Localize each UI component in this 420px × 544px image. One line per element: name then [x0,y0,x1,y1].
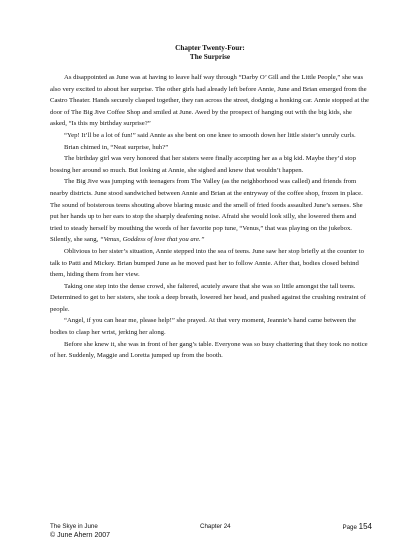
chapter-heading [0,44,420,62]
footer-copyright: © June Ahern 2007 [50,532,111,539]
paragraph: “Yep! It’ll be a lot of fun!” said Annie as she bent on one knee to smooth down her little sister’s unruly curls. [64,131,356,139]
song-quote: “Venus, Goddess of love that you are.” [99,236,205,244]
footer-chapter: Chapter 24 [200,523,231,530]
footer-book-title: The Skye in June [50,523,98,530]
paragraph-text: The Big Jive was jumping with teenagers from The Valley (as the neighborhood was called) and friends from nearby districts. June stood sandwiched between Annie and Brian at the entryway of the coffee shop, frozen in place. The sound of boisterous teens shouting above blaring music and the smell of fried foods assaulted June’s senses. She put her hands up to her ears to stop the sharply deafening noise. Afraid she would look silly, she lowered them and tried to steady herself by mouthing the words of her favorite pop tune, “Venus,” that was playing on the jukebox. Silently, she sang, [50,178,363,244]
chapter-subtitle: The Surprise [189,53,231,61]
paragraph [50,176,370,246]
footer-page-label: Page [342,524,357,531]
chapter-body [50,72,370,362]
paragraph: As disappointed as June was at having to leave half way through “Darby O’ Gill and the Little People,” she was also very excited to about her surprise. The other girls had already left before Annie, June and Brian emerged from the Castro Theater. Hands securely clasped together, they ran across the street, dodging a honking car. Annie stopped at the door of The Big Jive Coffee Shop and smiled at June. Awed by the prospect of hanging out with the big kids, she asked, “Is this my birthday surprise?” [50,74,370,128]
paragraph: Taking one step into the dense crowd, she faltered, acutely aware that she was so little amongst the tall teens. Determined to get to her sisters, she took a deep breath, lowered her head, and pushed against the crushing restraint of people. [50,282,366,313]
paragraph: “Angel, if you can hear me, please help!” she prayed. At that very moment, Jeannie’s hand came between the bodies to clasp her wrist, jerking her along. [50,317,356,337]
paragraph: The birthday girl was very honored that her sisters were finally accepting her as a big kid. Maybe they’d stop bossing her around so much. But looking at Annie, she sighed and knew that wouldn’t happen. [50,155,356,174]
page-number: 154 [358,522,372,531]
paragraph: Brian chimed in, “Neat surprise, huh?” [64,143,169,151]
paragraph: Before she knew it, she was in front of her gang’s table. Everyone was so busy chattering that they took no notice of her. Suddenly, Maggie and Loretta jumped up from the booth. [50,340,368,360]
footer-page [342,523,372,532]
chapter-number-title: Chapter Twenty-Four: [175,44,245,52]
paragraph: Oblivious to her sister’s situation, Annie stepped into the sea of teens. June saw her stop briefly at the counter to talk to Patti and Mickey. Brian bumped June as he moved past her to follow Annie. After that, bodies closed behind them, hiding them from her view. [50,247,365,279]
